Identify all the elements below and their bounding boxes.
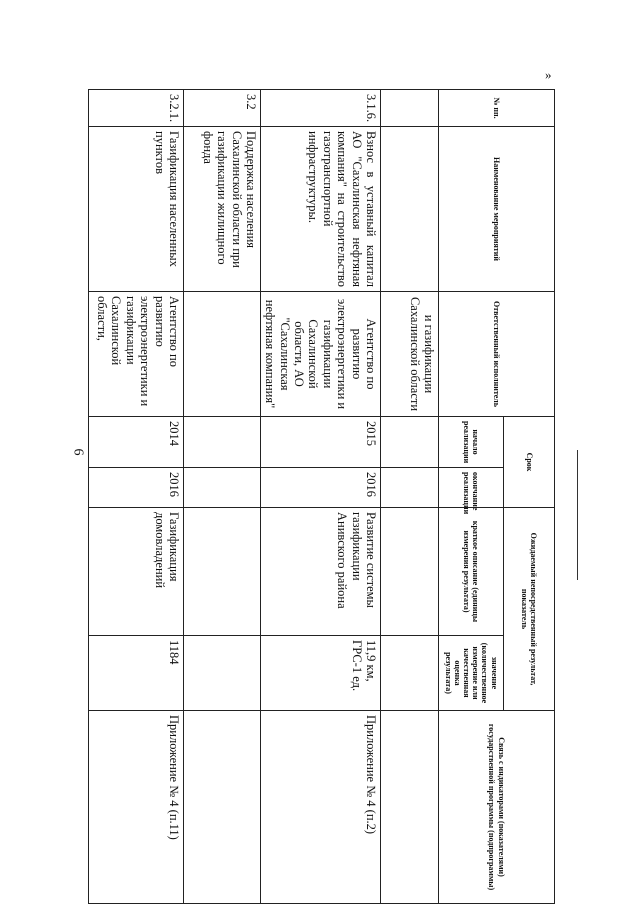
header-link: Связь с индикаторами (показателями) государственной программы (подпрограммы)	[439, 711, 555, 904]
cell-start	[381, 417, 439, 468]
header-executor: Ответственный исполнитель	[439, 292, 555, 417]
corner-mark: »	[545, 67, 552, 82]
table-row	[261, 90, 381, 904]
table-row	[381, 90, 439, 904]
cell-executor: Агентство по развитию электроэнергетики и газификации Сахалинской области, АО "Сахалинская нефтяная компания"	[261, 292, 381, 417]
page-number: 6	[70, 448, 86, 456]
activities-table	[88, 89, 555, 904]
cell-num: 3.2	[184, 90, 261, 127]
cell-desc	[184, 508, 261, 636]
header-term-end: окончание реализации	[439, 468, 504, 508]
cell-desc: Газификация домовладений	[89, 508, 184, 636]
cell-end: 2016	[261, 468, 381, 508]
header-term: Срок	[504, 417, 555, 508]
cell-num: 3.1.6.	[261, 90, 381, 127]
cell-start	[184, 417, 261, 468]
cell-start: 2014	[89, 417, 184, 468]
cell-value: 11,9 км, ГРС-1 ед.	[261, 636, 381, 711]
header-num: № пп.	[439, 90, 555, 127]
header-name: Наименование мероприятий	[439, 127, 555, 292]
cell-executor	[184, 292, 261, 417]
cell-end	[184, 468, 261, 508]
table-row	[184, 90, 261, 904]
cell-start: 2015	[261, 417, 381, 468]
header-term-start: начало реализации	[439, 417, 504, 468]
cell-link: Приложение № 4 (п.2)	[261, 711, 381, 904]
cell-name: Газификация населенных пунктов	[89, 127, 184, 292]
cell-name: Взнос в уставный капитал АО "Сахалинская нефтяная компания" на строительство газотранспортной инфраструктуры.	[261, 127, 381, 292]
cell-desc	[381, 508, 439, 636]
cell-executor: Агентство по развитию электроэнергетики и газификации Сахалинской области,	[89, 292, 184, 417]
table-row	[89, 90, 184, 904]
cell-name	[381, 127, 439, 292]
cell-value: 1184	[89, 636, 184, 711]
cell-num	[381, 90, 439, 127]
cell-end: 2016	[89, 468, 184, 508]
cell-value	[184, 636, 261, 711]
cell-executor: и газификации Сахалинской области	[381, 292, 439, 417]
cell-name: Поддержка населения Сахалинской области при газификации жилищного фонда	[184, 127, 261, 292]
cell-desc: Развитие системы газификации Анивского района	[261, 508, 381, 636]
cell-link	[381, 711, 439, 904]
cell-num: 3.2.1.	[89, 90, 184, 127]
cell-value	[381, 636, 439, 711]
header-result: Ожидаемый непосредственный результат, показатель	[504, 508, 555, 711]
rotated-table-container	[95, 89, 555, 903]
footer-divider	[577, 450, 578, 580]
table-header-row	[504, 90, 555, 904]
cell-end	[381, 468, 439, 508]
cell-link: Приложение № 4 (п.11)	[89, 711, 184, 904]
header-result-desc: краткое описание (единицы измерения результата)	[439, 508, 504, 636]
header-result-value: значение (количественное измерение или качественная оценка результата)	[439, 636, 504, 711]
cell-link	[184, 711, 261, 904]
